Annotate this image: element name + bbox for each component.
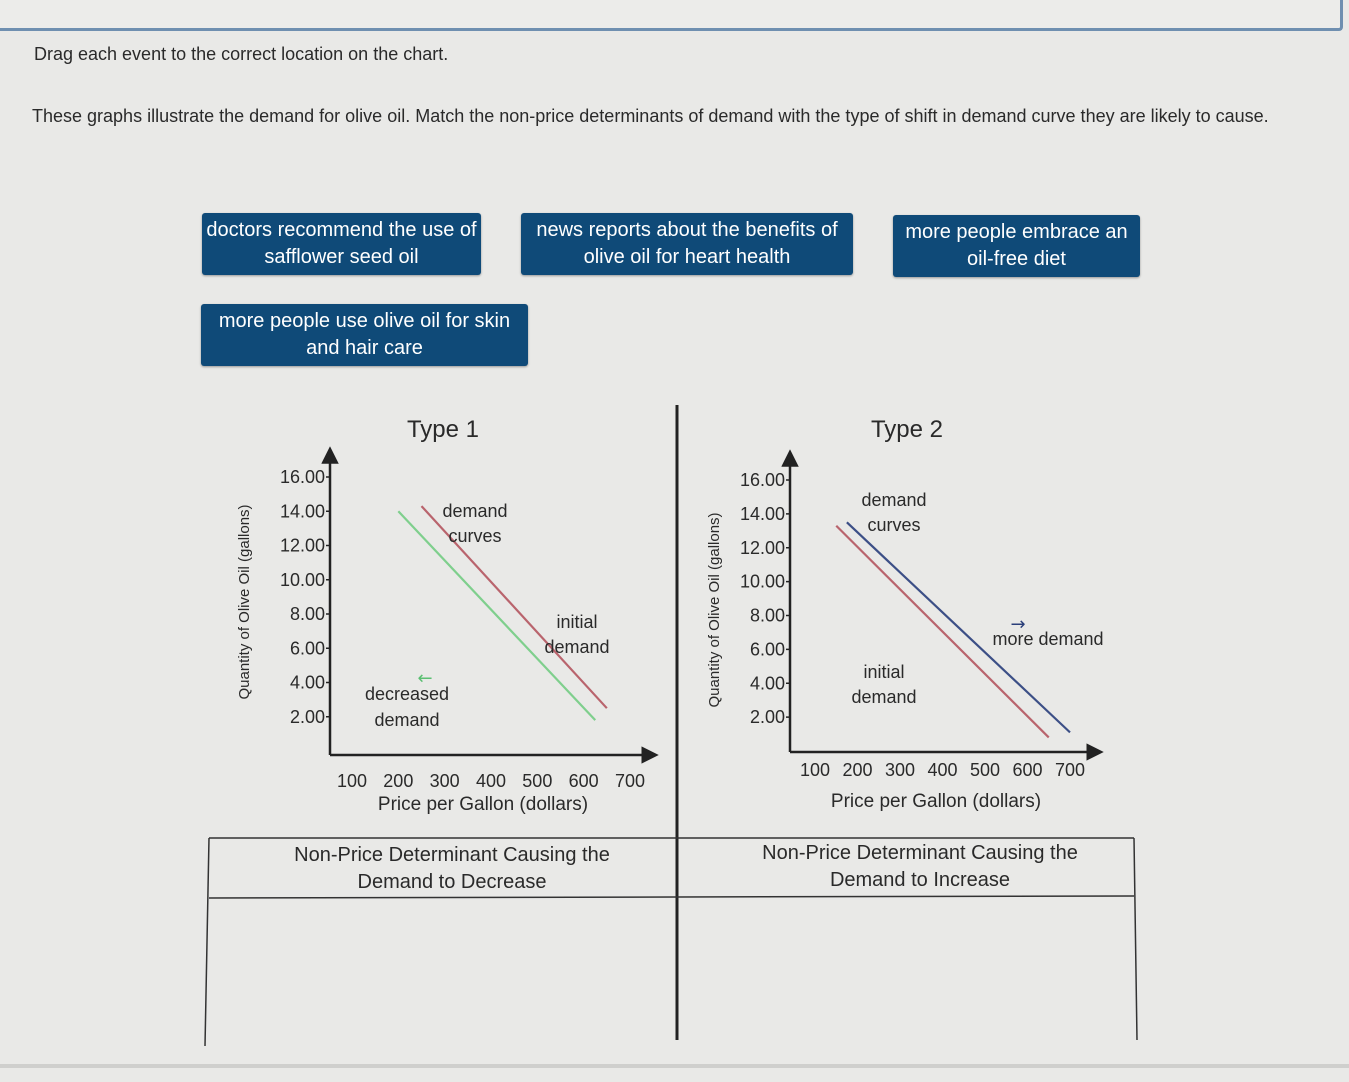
y-tick-label: 16.00 [279, 467, 325, 487]
y-tick-label: 10.00 [279, 569, 325, 590]
x-tick-label: 500 [522, 771, 553, 791]
increase-column-header: Non-Price Determinant Causing the Demand to Increase [762, 842, 1078, 891]
event-chip-label: news reports about the benefits of olive oil for heart health [536, 219, 838, 268]
chart-type-2 [706, 416, 1104, 812]
arrow-left-icon: ← [417, 668, 433, 689]
annotation-curves: curves [867, 515, 921, 535]
y-tick-label: 6.00 [289, 638, 325, 659]
arrow-right-icon: → [1010, 614, 1026, 635]
x-tick-label: 200 [383, 771, 414, 791]
y-tick-label: 4.00 [749, 673, 785, 694]
y-tick-label: 6.00 [749, 639, 785, 660]
y-tick-label: 10.00 [739, 571, 785, 592]
x-tick-label: 600 [1012, 760, 1043, 780]
x-tick-label: 400 [927, 760, 958, 780]
x-tick-label: 300 [884, 760, 916, 780]
x-tick-label: 300 [429, 771, 460, 791]
decrease-drop-zone[interactable] [212, 902, 672, 1042]
annotation-initial: initial [556, 612, 598, 632]
x-tick-label: 700 [614, 771, 646, 791]
annotation-initial-demand: demand [544, 637, 610, 657]
x-tick-label: 100 [799, 760, 831, 780]
event-chip-label: doctors recommend the use of safflower seed oil [206, 219, 477, 268]
y-tick-label: 14.00 [279, 501, 325, 522]
chart-type-1 [236, 416, 650, 815]
y-tick-label: 12.00 [279, 535, 325, 556]
chart-title: Type 1 [406, 416, 480, 443]
event-chip-label: more people use olive oil for skin and hair care [218, 310, 511, 359]
y-tick-label: 2.00 [749, 707, 785, 728]
annotation-decreased-demand: demand [374, 710, 440, 730]
annotation-more-demand: more demand [992, 629, 1104, 649]
x-tick-label: 500 [969, 760, 1001, 780]
y-tick-label: 16.00 [739, 470, 785, 490]
increase-drop-zone[interactable] [682, 900, 1132, 1040]
event-chip-label: more people embrace an oil-free diet [905, 221, 1128, 270]
y-axis-label: Quantity of Olive Oil (gallons) [236, 504, 253, 700]
annotation-demand: demand [861, 490, 927, 510]
decrease-column-header: Non-Price Determinant Causing the Demand to Decrease [294, 844, 610, 893]
question-text: These graphs illustrate the demand for olive oil. Match the non-price determinants of demand with the type of shift in demand curve they are likely to cause. [32, 106, 1269, 126]
y-tick-label: 4.00 [289, 672, 325, 693]
bottom-rule [0, 1064, 1349, 1068]
annotation-curves: curves [448, 526, 502, 546]
instruction-text: Drag each event to the correct location on the chart. [34, 44, 449, 64]
chart-title: Type 2 [870, 416, 944, 443]
annotation-demand: demand [442, 501, 508, 521]
y-tick-label: 12.00 [739, 537, 785, 558]
x-tick-label: 600 [568, 771, 599, 791]
y-axis-label: Quantity of Olive Oil (gallons) [706, 512, 723, 708]
x-tick-label: 200 [842, 760, 873, 780]
x-tick-label: 100 [336, 771, 368, 791]
annotation-initial: initial [863, 662, 905, 682]
x-axis-label: Price per Gallon (dollars) [377, 794, 589, 815]
annotation-decreased: decreased [364, 684, 450, 704]
y-tick-label: 2.00 [289, 706, 325, 727]
x-axis-label: Price per Gallon (dollars) [830, 791, 1042, 812]
y-tick-label: 14.00 [739, 503, 785, 524]
x-tick-label: 400 [475, 771, 507, 791]
x-tick-label: 700 [1054, 760, 1086, 780]
y-tick-label: 8.00 [289, 604, 325, 624]
y-tick-label: 8.00 [749, 605, 785, 626]
annotation-initial-demand: demand [851, 687, 917, 707]
